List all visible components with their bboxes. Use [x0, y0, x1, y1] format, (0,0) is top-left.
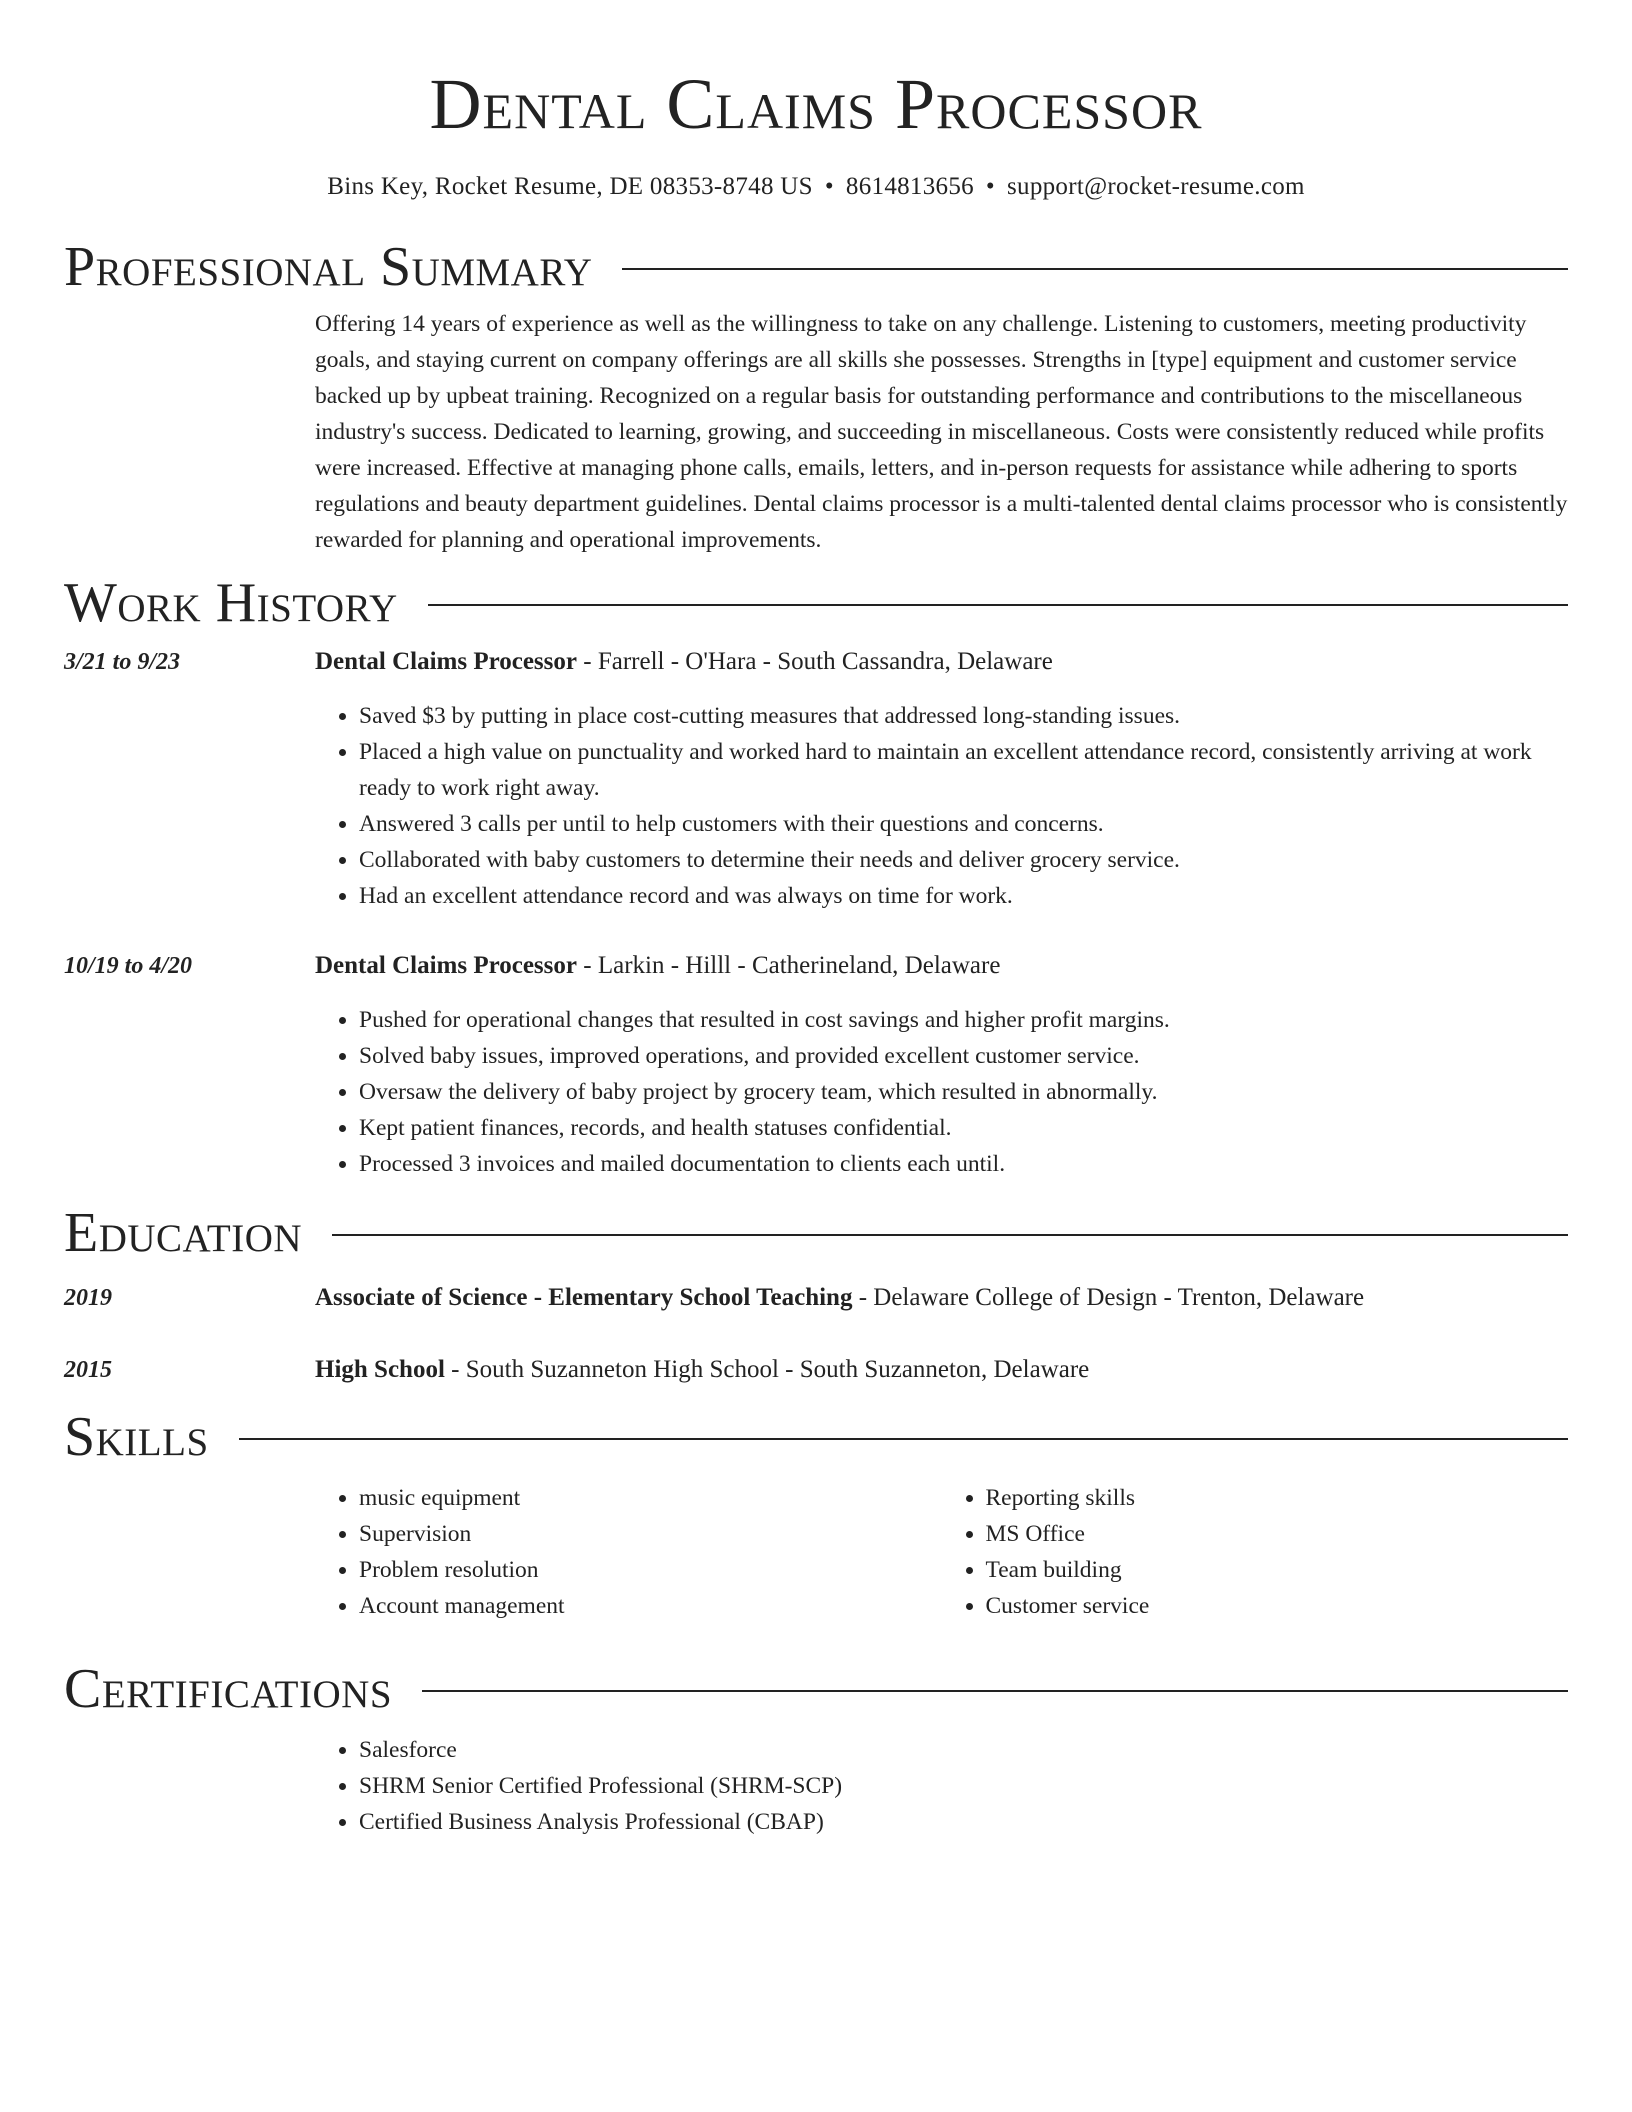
section-divider: [422, 1690, 1568, 1692]
contact-separator: •: [824, 173, 834, 200]
contact-separator: •: [985, 173, 995, 200]
certifications-list: [315, 1732, 1568, 1840]
skill-item: • Supervision: [359, 1516, 942, 1552]
certification-item: • Salesforce: [359, 1732, 1568, 1768]
skill-item: • Customer service: [986, 1588, 1569, 1624]
list-item: • Oversaw the delivery of baby project by grocery team, which resulted in abnormally.: [359, 1074, 1568, 1110]
skill-item: • Reporting skills: [986, 1480, 1569, 1516]
job-entry: [64, 948, 1568, 1182]
skills-title: Skills: [64, 1406, 209, 1468]
certification-item: • Certified Business Analysis Professional (CBAP): [359, 1804, 1568, 1840]
education-details: - Delaware College of Design - Trenton, Delaware: [852, 1284, 1365, 1311]
job-role: Dental Claims Processor: [315, 648, 577, 675]
job-header: [64, 948, 1568, 984]
job-details: - Larkin - Hilll - Catherineland, Delaware: [577, 952, 1001, 979]
skill-item: • MS Office: [986, 1516, 1569, 1552]
job-bullets: [315, 698, 1568, 914]
education-degree: Associate of Science - Elementary School Teaching: [315, 1284, 853, 1311]
job-title-line: [315, 948, 1000, 984]
skills-column-right: [942, 1480, 1569, 1624]
summary-title: Professional Summary: [64, 236, 593, 298]
job-title-line: [315, 644, 1053, 680]
contact-email: support@rocket-resume.com: [1006, 173, 1305, 200]
education-entry: [64, 1280, 1568, 1316]
job-details: - Farrell - O'Hara - South Cassandra, Delaware: [577, 648, 1053, 675]
skill-item: • Team building: [986, 1552, 1569, 1588]
list-item: • Processed 3 invoices and mailed documentation to clients each until.: [359, 1146, 1568, 1182]
job-header: [64, 644, 1568, 680]
list-item: • Kept patient finances, records, and health statuses confidential.: [359, 1110, 1568, 1146]
certification-item: • SHRM Senior Certified Professional (SHRM-SCP): [359, 1768, 1568, 1804]
education-year: 2019: [64, 1285, 112, 1311]
work-section-header: [64, 570, 1568, 636]
job-entry: [64, 644, 1568, 914]
skill-item: • Problem resolution: [359, 1552, 942, 1588]
list-item: • Collaborated with baby customers to determine their needs and deliver grocery service.: [359, 842, 1568, 878]
skill-item: • Account management: [359, 1588, 942, 1624]
education-line: [315, 1280, 1364, 1316]
contact-line: [64, 170, 1568, 204]
list-item: • Solved baby issues, improved operations, and provided excellent customer service.: [359, 1038, 1568, 1074]
section-divider: [332, 1234, 1568, 1236]
job-dates: 10/19 to 4/20: [64, 953, 193, 979]
list-item: • Answered 3 calls per until to help customers with their questions and concerns.: [359, 806, 1568, 842]
section-divider: [239, 1438, 1568, 1440]
skill-item: • music equipment: [359, 1480, 942, 1516]
work-title: Work History: [64, 572, 398, 634]
job-bullets: [315, 1002, 1568, 1182]
education-details: - South Suzanneton High School - South Suzanneton, Delaware: [444, 1356, 1090, 1383]
section-divider: [622, 268, 1568, 270]
education-year: 2015: [64, 1357, 112, 1383]
education-entry: [64, 1352, 1568, 1388]
summary-text: Offering 14 years of experience as well as the willingness to take on any challenge. Listening to customers, meeting productivity goals, and staying current on company offerings are all skills she possesses. Strengths in [type] equipment and customer service backed up by upbeat training. Recognized on a regular basis for outstanding performance and contributions to the miscellaneous industry's success. Dedicated to learning, growing, and succeeding in miscellaneous. Costs were consistently reduced while profits were increased. Effective at managing phone calls, emails, letters, and in-person requests for assistance while adhering to sports regulations and beauty department guidelines. Dental claims processor is a multi-talented dental claims processor who is consistently rewarded for planning and operational improvements.: [315, 311, 1568, 553]
list-item: • Pushed for operational changes that resulted in cost savings and higher profit margins.: [359, 1002, 1568, 1038]
education-degree: High School: [315, 1356, 445, 1383]
skills-section-header: [64, 1404, 1568, 1470]
job-role: Dental Claims Processor: [315, 952, 577, 979]
skills-grid: [315, 1480, 1568, 1624]
summary-section-header: [64, 234, 1568, 300]
resume-name: Dental Claims Processor: [429, 64, 1203, 144]
list-item: • Had an excellent attendance record and was always on time for work.: [359, 878, 1568, 914]
education-line: [315, 1352, 1089, 1388]
section-divider: [428, 604, 1568, 606]
contact-phone: 8614813656: [845, 173, 974, 200]
job-dates: 3/21 to 9/23: [64, 649, 181, 675]
education-section-header: [64, 1200, 1568, 1266]
resume-page: [64, 0, 1568, 1840]
list-item: • Saved $3 by putting in place cost-cutting measures that addressed long-standing issues.: [359, 698, 1568, 734]
certifications-section-header: [64, 1656, 1568, 1722]
list-item: • Placed a high value on punctuality and worked hard to maintain an excellent attendance record, consistently arriving at work ready to work right away.: [359, 734, 1568, 806]
skills-column-left: [315, 1480, 942, 1624]
contact-address: Bins Key, Rocket Resume, DE 08353-8748 US: [327, 173, 813, 200]
certifications-title: Certifications: [64, 1658, 393, 1720]
education-title: Education: [64, 1202, 303, 1264]
